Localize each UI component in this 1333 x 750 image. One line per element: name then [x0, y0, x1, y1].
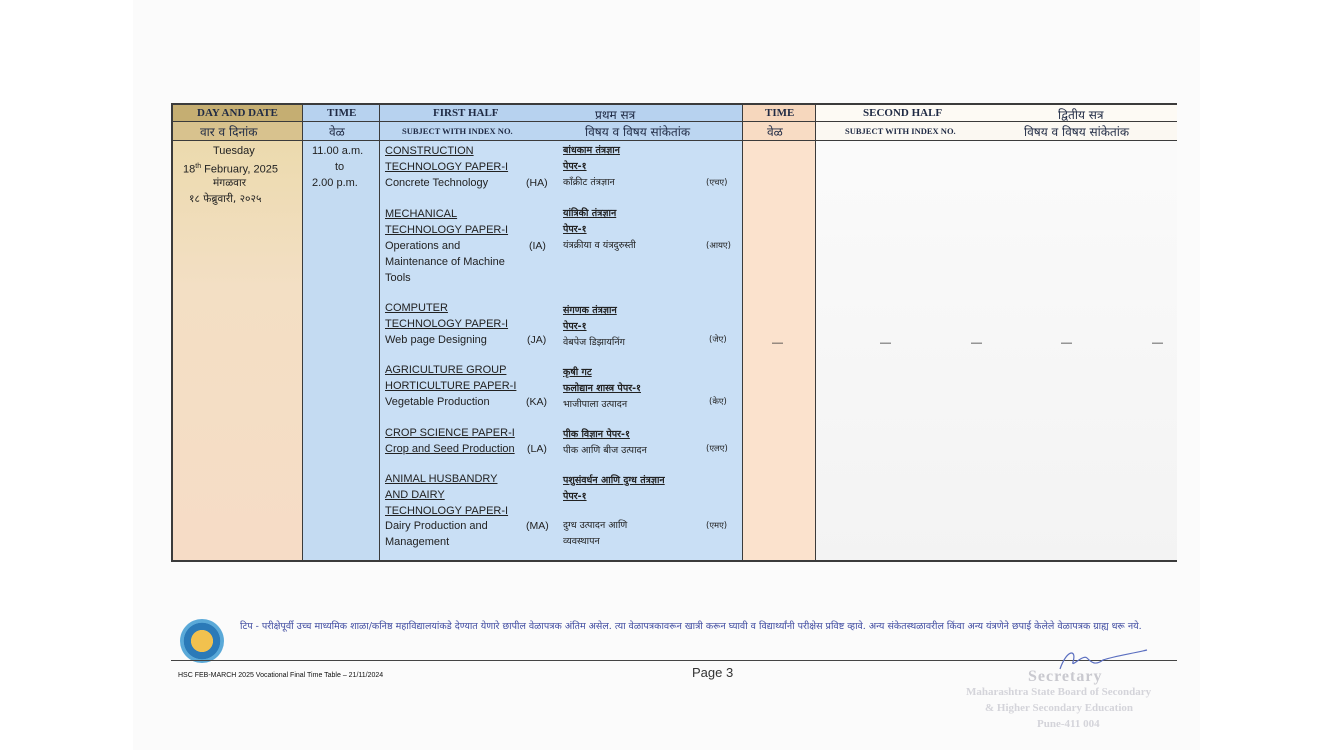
subject-group-en: TECHNOLOGY PAPER-I — [385, 318, 509, 330]
date-en: 18th February, 2025 — [183, 163, 278, 176]
subject-code-mr: (जेए) — [709, 335, 727, 345]
second-half-dash: — — [1152, 337, 1163, 349]
subject-group-mr: पेपर-१ — [563, 224, 587, 235]
subject-name-mr: पीक आणि बीज उत्पादन — [563, 445, 647, 456]
subject-name-en: Crop and Seed Production — [385, 443, 515, 455]
subject-code: (MA) — [526, 520, 549, 532]
subject-group-mr: संगणक तंत्रज्ञान — [563, 305, 617, 316]
day-date-header-mr: वार व दिनांक — [200, 125, 258, 139]
board-name-line2: & Higher Secondary Education — [985, 702, 1134, 714]
subject-index2-header-en: SUBJECT WITH INDEX NO. — [845, 126, 956, 136]
time2-column — [743, 105, 816, 560]
subject-name-en: Tools — [385, 272, 411, 284]
subject-index2-header-mr: विषय व विषय सांकेतांक — [1024, 125, 1130, 139]
first-half-header-en: FIRST HALF — [433, 107, 499, 119]
subject-index-header-en: SUBJECT WITH INDEX NO. — [402, 126, 513, 136]
subject-group-en: AGRICULTURE GROUP — [385, 364, 507, 376]
subject-name-en: Operations and — [385, 240, 461, 252]
time-header-mr: वेळ — [329, 125, 345, 139]
subject-group-en: CROP SCIENCE PAPER-I — [385, 427, 515, 439]
subject-code-mr: (एमए) — [706, 521, 728, 531]
subject-code: (HA) — [526, 177, 548, 189]
subject-code: (JA) — [527, 334, 547, 346]
subject-group-mr: पीक विज्ञान पेपर-१ — [563, 429, 630, 440]
subject-group-en: MECHANICAL — [385, 208, 458, 220]
subject-group-en: AND DAIRY — [385, 489, 445, 501]
second-half-dash: — — [1061, 337, 1072, 349]
subject-group-en: TECHNOLOGY PAPER-I — [385, 161, 509, 173]
subject-group-en: HORTICULTURE PAPER-I — [385, 380, 517, 392]
time2-header-en: TIME — [765, 107, 795, 119]
subject-group-mr: पेपर-१ — [563, 321, 587, 332]
time-end: 2.00 p.m. — [312, 177, 358, 189]
subject-name-en: Vegetable Production — [385, 396, 490, 408]
second-half-header-mr: द्वितीय सत्र — [1058, 108, 1104, 122]
board-name-line1: Maharashtra State Board of Secondary — [966, 686, 1152, 698]
first-half-header-mr: प्रथम सत्र — [595, 108, 636, 122]
subject-code-mr: (एलए) — [706, 444, 728, 454]
subject-group-mr: पेपर-१ — [563, 161, 587, 172]
second-half-header-en: SECOND HALF — [863, 107, 943, 119]
subject-code: (KA) — [526, 396, 547, 408]
subject-code-mr: (एचए) — [706, 178, 728, 188]
time-header-en: TIME — [327, 107, 357, 119]
date-mr: १८ फेब्रुवारी, २०२५ — [189, 193, 262, 205]
subject-name-en: Web page Designing — [385, 334, 487, 346]
time-start: 11.00 a.m. — [312, 145, 364, 157]
subject-group-mr: पशुसंवर्धन आणि दुग्ध तंत्रज्ञान — [563, 475, 665, 486]
subject-group-en: TECHNOLOGY PAPER-I — [385, 224, 509, 236]
subject-code: (IA) — [529, 240, 546, 252]
time2-header-mr: वेळ — [767, 125, 783, 139]
footer-note: टिप - परीक्षेपूर्वी उच्च माध्यमिक शाळा/कनिष्ठ महाविद्यालयांकडे देण्यात येणारे छापील वेळापत्रक अंतिम असेल. त्या वेळापत्रकावरून खात्री करून घ्यावी व विद्यार्थ्यांनी परीक्षेस प्रविष्ट व्हावे. अन्य संकेतस्थळावरील किंवा अन्य यंत्रणेने छपाई केलेले वेळापत्रक ग्राह्य धरू नये. — [240, 621, 1142, 632]
time2-dash: — — [772, 337, 783, 349]
board-name-line3: Pune-411 004 — [1037, 718, 1100, 730]
subject-group-en: TECHNOLOGY PAPER-I — [385, 505, 509, 517]
subject-group-mr: पेपर-१ — [563, 491, 587, 502]
second-half-dash: — — [880, 337, 891, 349]
page-number: Page 3 — [692, 665, 734, 680]
subject-code-mr: (आयए) — [706, 241, 731, 251]
time-column — [303, 105, 380, 560]
subject-name-mr: व्यवस्थापन — [563, 536, 600, 547]
subject-name-mr: वेबपेज डिझायनिंग — [563, 337, 625, 348]
day-date-header-en: DAY AND DATE — [197, 107, 278, 119]
time-table — [171, 103, 1177, 562]
subject-name-mr: यंत्रक्रीया व यंत्रदुरुस्ती — [563, 240, 636, 251]
document-title: HSC FEB-MARCH 2025 Vocational Final Time Table – 21/11/2024 — [178, 672, 384, 679]
subject-name-mr: भाजीपाला उत्पादन — [563, 399, 628, 410]
subject-group-en: ANIMAL HUSBANDRY — [385, 473, 498, 485]
second-half-dash: — — [971, 337, 982, 349]
board-seal-icon — [180, 619, 224, 663]
subject-code: (LA) — [527, 443, 547, 455]
subject-name-en: Maintenance of Machine — [385, 256, 505, 268]
second-half-column — [816, 105, 1177, 560]
day-date-column — [173, 105, 303, 560]
footer-divider — [171, 660, 1177, 661]
subject-name-en: Concrete Technology — [385, 177, 489, 189]
subject-group-mr: यांत्रिकी तंत्रज्ञान — [563, 208, 617, 219]
subject-index-header-mr: विषय व विषय सांकेतांक — [585, 125, 691, 139]
subject-name-en: Dairy Production and — [385, 520, 488, 532]
subject-name-en: Management — [385, 536, 450, 548]
subject-group-en: CONSTRUCTION — [385, 145, 474, 157]
weekday-en: Tuesday — [213, 145, 255, 157]
subject-group-mr: बांधकाम तंत्रज्ञान — [563, 145, 620, 156]
weekday-mr: मंगळवार — [213, 177, 247, 189]
time-to: to — [335, 161, 345, 173]
first-half-column — [380, 105, 743, 560]
subject-name-mr: दुग्ध उत्पादन आणि — [563, 520, 628, 531]
subject-name-mr: काँक्रीट तंत्रज्ञान — [563, 177, 615, 188]
subject-group-en: COMPUTER — [385, 302, 448, 314]
signatory-title: Secretary — [1028, 668, 1103, 685]
subject-group-mr: कृषी गट — [563, 367, 592, 378]
subject-code-mr: (केए) — [709, 397, 727, 407]
subject-group-mr: फलोद्यान शास्त्र पेपर-१ — [563, 383, 641, 394]
